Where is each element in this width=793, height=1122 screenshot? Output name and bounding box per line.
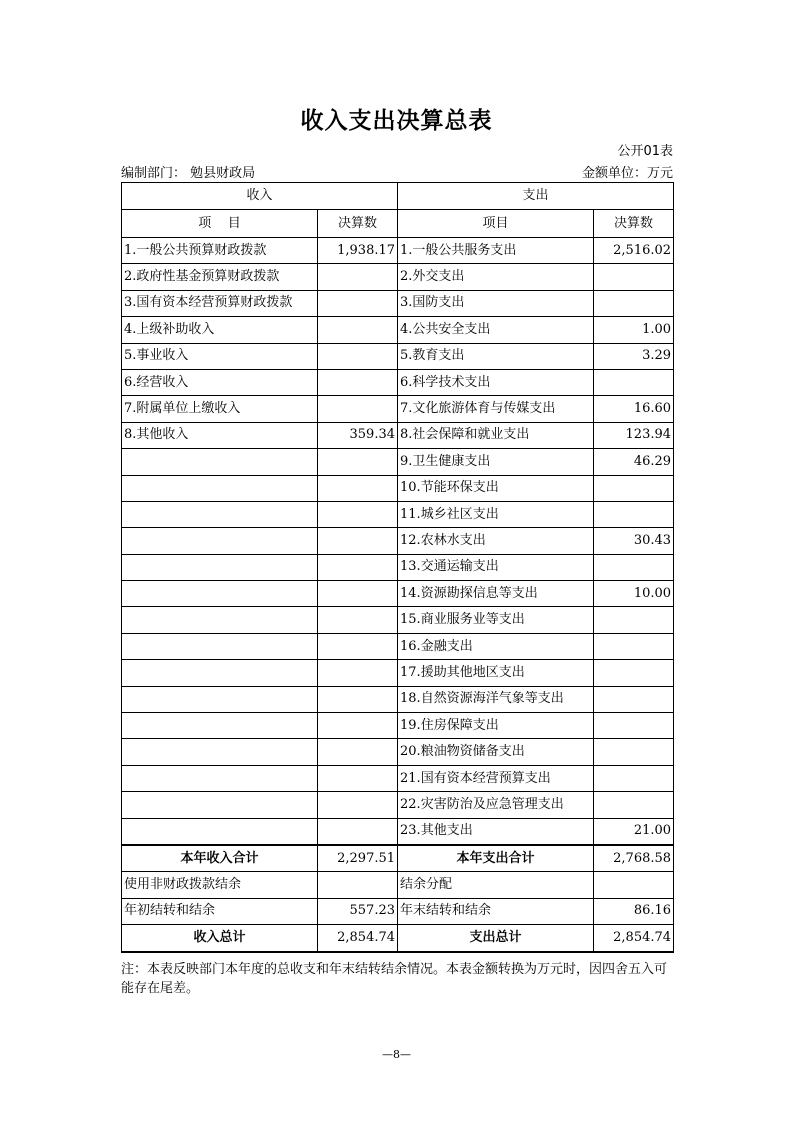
expense-amount-cell: 86.16: [594, 898, 674, 924]
unit-label: 金额单位：万元: [581, 166, 673, 181]
expense-amount-cell: 10.00: [594, 581, 674, 607]
page-number: —8—: [382, 1048, 411, 1061]
income-amount-cell: 359.34: [318, 422, 398, 448]
expense-amount-cell: 46.29: [594, 449, 674, 475]
table-row: [122, 713, 674, 739]
department-label: 编制部门： 勉县财政局: [121, 166, 256, 181]
expense-amount-cell: [594, 290, 674, 316]
expense-item-cell: 12.农林水支出: [398, 528, 594, 554]
income-amount-cell: [318, 633, 398, 659]
expense-header: 支出: [398, 183, 674, 210]
table-subheader-row: [122, 210, 674, 238]
expense-item-cell: 11.城乡社区支出: [398, 501, 594, 527]
income-item-cell: [122, 765, 318, 791]
income-amount-cell: [318, 528, 398, 554]
expense-item-cell: 2.外交支出: [398, 264, 594, 290]
income-amount-cell: [318, 581, 398, 607]
expense-grand-total-label: 支出总计: [398, 925, 594, 952]
expense-amount-cell: [594, 633, 674, 659]
table-row: [122, 343, 674, 369]
table-row: [122, 765, 674, 791]
income-amount-cell: [318, 369, 398, 395]
table-row: [122, 317, 674, 343]
income-amount-cell: [318, 872, 398, 898]
year-expense-total-amount: 2,768.58: [594, 845, 674, 872]
income-item-cell: [122, 501, 318, 527]
expense-item-cell: 10.节能环保支出: [398, 475, 594, 501]
income-item-cell: [122, 660, 318, 686]
expense-amount-cell: 21.00: [594, 818, 674, 845]
income-amount-cell: [318, 765, 398, 791]
expense-item-cell: 9.卫生健康支出: [398, 449, 594, 475]
table-row: [122, 475, 674, 501]
income-item-cell: 使用非财政拨款结余: [122, 872, 318, 898]
expense-item-header: 项目: [398, 210, 594, 238]
expense-amount-cell: [594, 475, 674, 501]
expense-amount-cell: [594, 554, 674, 580]
expense-amount-cell: 16.60: [594, 396, 674, 422]
expense-amount-cell: 30.43: [594, 528, 674, 554]
expense-amount-cell: 123.94: [594, 422, 674, 448]
income-header: 收入: [122, 183, 398, 210]
table-row: [122, 872, 674, 898]
income-item-header: 项 目: [122, 210, 318, 238]
summary-table: [121, 182, 674, 953]
expense-amount-cell: [594, 501, 674, 527]
income-amount-cell: [318, 792, 398, 818]
income-item-cell: 年初结转和结余: [122, 898, 318, 924]
income-grand-total-amount: 2,854.74: [318, 925, 398, 952]
year-expense-total-label: 本年支出合计: [398, 845, 594, 872]
expense-item-cell: 4.公共安全支出: [398, 317, 594, 343]
table-row: [122, 581, 674, 607]
expense-amount-cell: 3.29: [594, 343, 674, 369]
expense-item-cell: 22.灾害防治及应急管理支出: [398, 792, 594, 818]
expense-amount-cell: [594, 264, 674, 290]
table-row: [122, 501, 674, 527]
table-header-row: [122, 183, 674, 210]
income-amount-cell: [318, 317, 398, 343]
expense-item-cell: 结余分配: [398, 872, 594, 898]
income-grand-total-label: 收入总计: [122, 925, 318, 952]
income-item-cell: [122, 633, 318, 659]
income-item-cell: 3.国有资本经营预算财政拨款: [122, 290, 318, 316]
income-item-cell: [122, 581, 318, 607]
table-row: [122, 818, 674, 845]
expense-item-cell: 15.商业服务业等支出: [398, 607, 594, 633]
expense-amount-cell: [594, 765, 674, 791]
income-item-cell: [122, 713, 318, 739]
expense-item-cell: 3.国防支出: [398, 290, 594, 316]
expense-amount-cell: [594, 713, 674, 739]
income-item-cell: [122, 475, 318, 501]
income-amount-cell: [318, 554, 398, 580]
income-item-cell: 4.上级补助收入: [122, 317, 318, 343]
table-row: [122, 554, 674, 580]
expense-amount-cell: 1.00: [594, 317, 674, 343]
income-item-cell: 5.事业收入: [122, 343, 318, 369]
expense-item-cell: 5.教育支出: [398, 343, 594, 369]
expense-amount-cell: [594, 660, 674, 686]
expense-amount-cell: [594, 686, 674, 712]
table-row: [122, 633, 674, 659]
expense-amount-cell: [594, 369, 674, 395]
expense-item-cell: 7.文化旅游体育与传媒支出: [398, 396, 594, 422]
table-row: [122, 238, 674, 264]
income-item-cell: 7.附属单位上缴收入: [122, 396, 318, 422]
income-item-cell: [122, 554, 318, 580]
table-row: [122, 449, 674, 475]
form-code: 公开01表: [617, 144, 673, 159]
income-amount-cell: 557.23: [318, 898, 398, 924]
income-item-cell: 2.政府性基金预算财政拨款: [122, 264, 318, 290]
expense-item-cell: 年末结转和结余: [398, 898, 594, 924]
income-amount-cell: [318, 290, 398, 316]
income-item-cell: [122, 449, 318, 475]
year-total-row: [122, 845, 674, 872]
expense-amount-cell: [594, 872, 674, 898]
income-amount-cell: [318, 449, 398, 475]
income-amount-cell: [318, 343, 398, 369]
income-amount-cell: [318, 501, 398, 527]
income-amount-cell: [318, 264, 398, 290]
expense-item-cell: 13.交通运输支出: [398, 554, 594, 580]
income-amount-cell: [318, 660, 398, 686]
income-item-cell: [122, 607, 318, 633]
expense-item-cell: 17.援助其他地区支出: [398, 660, 594, 686]
income-item-cell: 8.其他收入: [122, 422, 318, 448]
income-amount-cell: [318, 686, 398, 712]
year-income-total-amount: 2,297.51: [318, 845, 398, 872]
income-amount-cell: [318, 818, 398, 845]
income-amount-cell: [318, 713, 398, 739]
table-row: [122, 264, 674, 290]
income-item-cell: [122, 739, 318, 765]
expense-item-cell: 6.科学技术支出: [398, 369, 594, 395]
expense-amount-cell: [594, 739, 674, 765]
expense-item-cell: 1.一般公共服务支出: [398, 238, 594, 264]
expense-grand-total-amount: 2,854.74: [594, 925, 674, 952]
table-row: [122, 369, 674, 395]
income-amount-cell: [318, 607, 398, 633]
table-row: [122, 422, 674, 448]
income-item-cell: [122, 686, 318, 712]
income-item-cell: 6.经营收入: [122, 369, 318, 395]
expense-amount-cell: [594, 607, 674, 633]
income-amount-cell: [318, 739, 398, 765]
expense-amount-cell: [594, 792, 674, 818]
expense-item-cell: 19.住房保障支出: [398, 713, 594, 739]
expense-item-cell: 21.国有资本经营预算支出: [398, 765, 594, 791]
footnote: 注：本表反映部门本年度的总收支和年末结转结余情况。本表金额转换为万元时，因四舍五入可能存在尾差。: [121, 962, 668, 996]
expense-item-cell: 18.自然资源海洋气象等支出: [398, 686, 594, 712]
table-row: [122, 739, 674, 765]
income-amount-cell: 1,938.17: [318, 238, 398, 264]
page-title: 收入支出决算总表: [300, 108, 493, 134]
table-row: [122, 528, 674, 554]
table-row: [122, 792, 674, 818]
year-income-total-label: 本年收入合计: [122, 845, 318, 872]
income-amount-cell: [318, 396, 398, 422]
table-row: [122, 290, 674, 316]
income-item-cell: [122, 792, 318, 818]
income-item-cell: [122, 528, 318, 554]
table-row: [122, 607, 674, 633]
expense-item-cell: 16.金融支出: [398, 633, 594, 659]
income-item-cell: 1.一般公共预算财政拨款: [122, 238, 318, 264]
income-amount-header: 决算数: [318, 210, 398, 238]
table-row: [122, 660, 674, 686]
income-item-cell: [122, 818, 318, 845]
income-amount-cell: [318, 475, 398, 501]
grand-total-row: [122, 925, 674, 952]
expense-item-cell: 8.社会保障和就业支出: [398, 422, 594, 448]
expense-item-cell: 20.粮油物资储备支出: [398, 739, 594, 765]
expense-item-cell: 23.其他支出: [398, 818, 594, 845]
table-row: [122, 396, 674, 422]
table-row: [122, 686, 674, 712]
expense-amount-cell: 2,516.02: [594, 238, 674, 264]
expense-amount-header: 决算数: [594, 210, 674, 238]
table-row: [122, 898, 674, 924]
expense-item-cell: 14.资源勘探信息等支出: [398, 581, 594, 607]
